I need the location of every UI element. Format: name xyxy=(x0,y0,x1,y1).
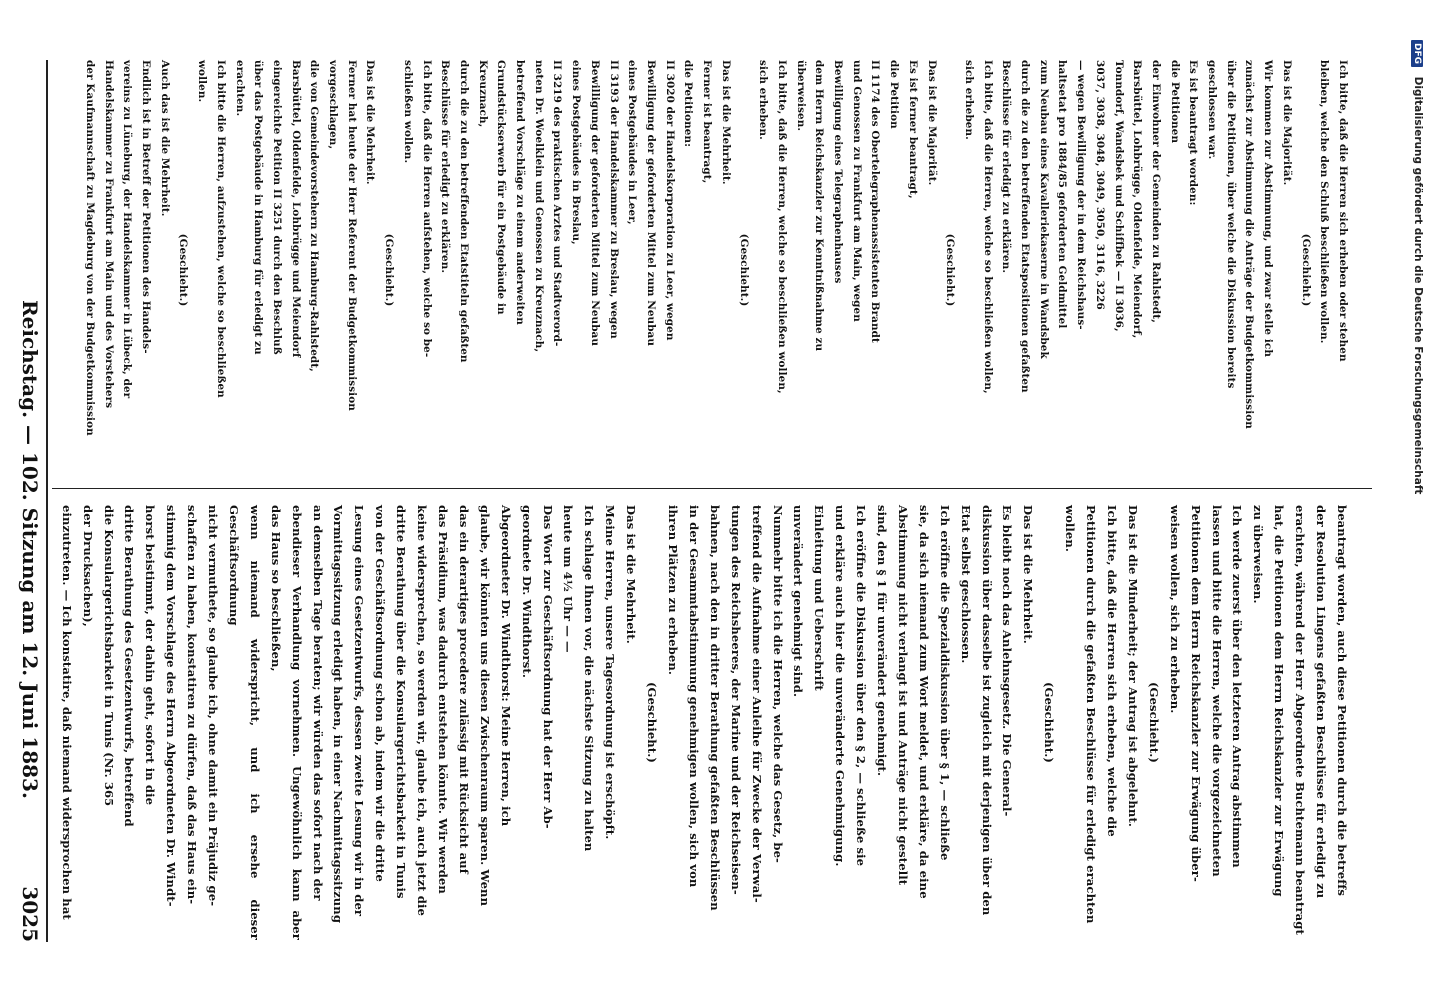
text-line: Das ist die Majorität. xyxy=(925,60,938,186)
text-line: Beschlüsse für erledigt zu erklären. xyxy=(439,60,452,274)
text-line: vorgeschlagen, xyxy=(327,60,340,150)
text-line: Petitionen durch die gefaßten Beschlüsse für erledigt erachten xyxy=(1084,505,1099,924)
text-line: über die Petitionen, über welche die Diskussion bereits xyxy=(1224,60,1237,389)
text-line: lassen und bitte die Herren, welche die vorgezeichneten xyxy=(1209,505,1224,877)
text-line: wenn niemand widerspricht, und ich ersehe dieser Geschäftsordnung xyxy=(226,505,262,940)
text-line: die von Gemeindevorstehern zu Hamburg-Rahlstedt, xyxy=(308,60,321,372)
text-line: nicht vermuthete, so glaube ich, ohne damit ein Präjudiz ge- xyxy=(206,505,221,907)
text-line: (Geschieht.) xyxy=(944,233,957,307)
text-line: durch die zu den betreffenden Etatspositionen gefaßten xyxy=(1019,60,1032,393)
text-line: Das Wort zur Geschäftsordnung hat der Herr Ab- xyxy=(540,505,555,829)
text-line: von der Geschäftsordnung schon ab, indem wir die dritte xyxy=(373,505,388,882)
text-line: Ich bitte, daß die Herren, welche so beschließen wollen, xyxy=(775,60,788,394)
text-line: Ferner hat heute der Herr Referent der Budgetkommission xyxy=(345,60,358,411)
text-line: durch die zu den betreffenden Etatstiteln gefaßten xyxy=(457,60,470,363)
text-line: an demselben Tage beraten; wir würden das sofort nach der xyxy=(310,505,325,901)
text-line: Meine Herren, unsere Tagesordnung ist erschöpft. xyxy=(603,505,618,840)
text-line: Das ist die Mehrheit. xyxy=(364,60,377,185)
text-line: Das ist die Minderheit; der Antrag ist abgelehnt. xyxy=(1125,505,1140,828)
text-line: Es bleibt noch das Anlehnsgesetz. Die General- xyxy=(1000,505,1015,817)
page-number: 3025 xyxy=(18,886,42,942)
text-line: sich erheben. xyxy=(757,60,770,140)
text-line: Ich eröffne die Diskussion über den § 2, — schließe sie xyxy=(854,505,869,867)
page-header xyxy=(14,60,44,942)
text-line: schaffen zu haben, konstatiren zu dürfen, daß das Haus ein- xyxy=(185,505,200,905)
text-line: haltsetat pro 1884/85 geforderten Geldmittel xyxy=(1056,60,1069,329)
text-line: tungen des Reichsheeres, der Marine und der Reichseisen- xyxy=(728,505,743,895)
text-line: (Geschieht.) xyxy=(1299,233,1312,307)
text-line: Einleitung und Ueberschrift xyxy=(812,505,827,691)
text-line: sie, da sich niemand zum Wort meldet, und erkläre, da eine xyxy=(916,505,931,899)
text-line: horst beistimmt, der dahin geht, sofort in die xyxy=(143,505,158,806)
text-line: heute um 4½ Uhr — — xyxy=(561,505,576,653)
text-line: stimmig dem Vorschlage des Herrn Abgeordneten Dr. Windt- xyxy=(164,505,179,907)
text-line: dritte Berathung des Gesetzentwurfs, betreffend xyxy=(122,505,137,827)
text-line: Ich schlage Ihnen vor, die nächste Sitzung zu halten xyxy=(582,505,597,852)
text-line: Grundstückserwerb für ein Postgebäude in xyxy=(495,60,508,315)
header-title: Reichstag. — 102. Sitzung am 12. Juni 1883. xyxy=(18,300,42,799)
text-line: Beschlüsse für erledigt zu erklären. xyxy=(1000,60,1013,274)
text-line: II 3020 der Handelskorporation zu Leer, wegen xyxy=(663,60,676,341)
text-line: und Genossen zu Frankfurt am Main, wegen xyxy=(850,60,863,322)
text-line: Ich bitte, daß die Herren aufstehen, welche so be- xyxy=(420,60,433,358)
text-line: wollen. xyxy=(196,60,209,103)
text-line: Wir kommen zur Abstimmung, und zwar stelle ich xyxy=(1262,60,1275,357)
text-line: eines Postgebäudes in Breslau, xyxy=(570,60,583,245)
text-line: erachten. xyxy=(233,60,246,117)
text-line: Abstimmung nicht verlangt ist und Anträge nicht gestellt xyxy=(895,505,910,886)
text-line: Das ist die Majorität. xyxy=(1280,60,1293,186)
text-line: beantragt worden, auch diese Petitionen durch die betreffs xyxy=(1335,505,1349,897)
text-line: der Drucksachen), xyxy=(80,505,95,627)
text-line: vereins zu Lüneburg, der Handelskammer in Lübeck, der xyxy=(121,60,134,399)
text-line: (Geschieht.) xyxy=(383,233,396,307)
text-line: erachten, während der Herr Abgeordnete Buchtemann beantragt xyxy=(1293,505,1308,935)
text-line: 3037, 3038, 3048, 3049, 3050, 3116, 3226 xyxy=(1093,60,1106,310)
text-line: (Geschieht.) xyxy=(738,233,751,307)
text-line: Auch das ist die Mehrheit. xyxy=(158,60,171,217)
text-line: einzutreten. — Ich konstatire, daß niemand widersprochen hat xyxy=(59,505,74,920)
text-line: Handelskammer zu Frankfurt am Main und des Vorstehers xyxy=(102,60,115,409)
text-line: und erkläre auch hier die unveränderte Genehmigung. xyxy=(833,505,848,867)
text-line: Kreuznach, xyxy=(476,60,489,128)
text-line: Ich bitte die Herren, aufzustehen, welche so beschließen xyxy=(214,60,227,398)
text-line: das ein derartiges procedere zulässig mit Rücksicht auf xyxy=(456,505,471,874)
text-line: das Präsidium, was dadurch entstehen könnte. Wir werden xyxy=(436,505,451,894)
text-line: Ich bitte, daß die Herren, welche so beschließen wollen, xyxy=(981,60,994,394)
text-line: Das ist die Mehrheit. xyxy=(1021,505,1036,644)
text-line: die Petition xyxy=(888,60,901,129)
text-line: die Konsulargerichtsbarkeit in Tunis (Nr. 365 xyxy=(101,505,116,807)
left-column xyxy=(52,60,1352,480)
text-line: (Geschieht.) xyxy=(1042,681,1057,764)
text-line: Barsbüttel, Oldenfelde, Lohbrügge und Meiendorf xyxy=(289,60,302,358)
text-line: II 3193 der Handelskammer zu Breslau, wegen xyxy=(607,60,620,339)
text-line: dem Herrn Reichskanzler zur Kenntnißnahme zu xyxy=(813,60,826,352)
text-line: — wegen Bewilligung der in dem Reichshaus- xyxy=(1075,60,1088,330)
text-line: (Geschieht.) xyxy=(1146,681,1161,764)
text-line: Bewilligung der geforderten Mittel zum Neubau xyxy=(644,60,657,347)
text-line: hat, die Petitionen dem Herrn Reichskanzler zur Erwägung xyxy=(1272,505,1287,897)
text-line: ebendieser Verhandlung vornehmen. Ungewöhnlich kann aber das Haus so beschließen, xyxy=(268,505,304,940)
text-line: treffend die Aufnahme einer Anleihe für Zwecke der Verwal- xyxy=(749,505,764,903)
text-line: Ich eröffne die Spezialdiskussion über § 1, — schließe xyxy=(937,505,952,861)
text-line: Es ist ferner beantragt, xyxy=(906,60,919,199)
text-line: zunächst zur Abstimmung die Anträge der Budgetkommission xyxy=(1243,60,1256,429)
text-line: bleiben, welche den Schluß beschließen wollen. xyxy=(1318,60,1331,344)
text-line: der Einwohner der Gemeinden zu Rahlstedt, xyxy=(1149,60,1162,323)
text-line: (Geschieht.) xyxy=(645,681,660,764)
text-line: Es ist beantragt worden: xyxy=(1187,60,1200,206)
dfg-logo: DFG xyxy=(1411,40,1423,67)
text-line: der Kaufmannschaft zu Magdeburg von der Budgetkommission xyxy=(83,60,96,436)
text-line: überweisen. xyxy=(794,60,807,132)
text-line: Endlich ist in Betreff der Petitionen des Handels- xyxy=(140,60,152,354)
text-line: Ich werde zuerst über den letzteren Antrag abstimmen xyxy=(1230,505,1245,868)
text-line: keine widersprechen, so werden wir, glaube ich, auch jetzt die xyxy=(415,505,430,916)
text-line: Abgeordneter Dr. Windthorst: Meine Herren, ich xyxy=(498,505,513,827)
text-line: Lesung eines Gesetzentwurfs, dessen zweite Lesung wir in der xyxy=(352,505,367,917)
text-line: der Resolution Lingens gefaßten Beschlüsse für erledigt zu xyxy=(1314,505,1329,899)
text-line: Ich bitte, daß die Herren sich erheben oder stehen xyxy=(1337,60,1349,362)
text-line: bahnen, nach den in dritter Berathung gefaßten Beschlüssen xyxy=(707,505,722,911)
text-line: unverändert genehmigt sind. xyxy=(791,505,806,698)
text-line: zum Neubau eines Kavalleriekaserne in Wandsbek xyxy=(1037,60,1050,359)
header-rule xyxy=(46,60,48,942)
text-line: Ferner ist beantragt, xyxy=(701,60,714,184)
digitization-footer xyxy=(1404,40,1424,980)
text-line: weisen wollen, sich zu erheben. xyxy=(1167,505,1182,714)
text-line: sind, den § 1 für unverändert genehmigt. xyxy=(875,505,890,777)
right-column xyxy=(52,505,1352,940)
text-line: Das ist die Mehrheit. xyxy=(719,60,732,185)
text-line: neten Dr. Woelklein und Genossen zu Kreuznach, xyxy=(532,60,545,353)
text-line: Das ist die Mehrheit. xyxy=(624,505,639,644)
text-line: Nummehr bitte ich die Herren, welche das Gesetz, be- xyxy=(770,505,785,863)
text-line: geschlossen war. xyxy=(1206,60,1219,160)
footer-text: Digitalisierung gefördert durch die Deutsche Forschungsgemeinschaft xyxy=(1412,76,1424,495)
text-line: eines Postgebäudes in Leer, xyxy=(626,60,639,225)
text-line: sich erheben. xyxy=(962,60,975,140)
text-line: Bewilligung der geforderten Mittel zum Neubau xyxy=(588,60,601,347)
text-line: dritte Berathung über die Konsulargerichtsbarkeit in Tunis xyxy=(394,505,409,899)
text-line: ihren Plätzen zu erheben. xyxy=(666,505,680,675)
text-line: die Petitionen xyxy=(1168,60,1181,144)
text-line: Petitionen dem Herrn Reichskanzler zur Erwägung über- xyxy=(1188,505,1203,882)
column-divider xyxy=(52,488,1372,489)
text-line: wollen. xyxy=(1063,505,1078,553)
text-line: II 1174 des Obertelegraphenassistenten Brandt xyxy=(869,60,882,343)
text-line: Etat selbst geschlossen. xyxy=(958,505,973,664)
text-line: glaube, wir könnten uns diesen Zwischenraum sparen. Wenn xyxy=(477,505,492,907)
text-line: Ich bitte, daß die Herren sich erheben, welche die xyxy=(1105,505,1120,837)
text-line: schließen wollen. xyxy=(401,60,414,164)
text-line: II 3219 des praktischen Arztes und Stadtverord- xyxy=(551,60,564,347)
text-line: in der Gesammtabstimmung genehmigen wollen, sich von xyxy=(686,505,701,888)
text-line: betreffend Vorschläge zu einem anderweiten xyxy=(514,60,527,325)
text-line: geordnete Dr. Windthorst. xyxy=(519,505,534,678)
text-line: Bewilligung eines Telegraphenhauses xyxy=(832,60,845,284)
text-line: diskussion über dasselbe ist zugleich mit derjenigen über den xyxy=(979,505,994,916)
text-line: Tonndorf, Wandsbek und Schiffbek — II 3036, xyxy=(1112,60,1125,332)
text-line: die Petitionen: xyxy=(682,60,695,148)
text-line: eingereichte Petition II 3251 durch den Beschluß xyxy=(270,60,283,355)
text-line: über das Postgebäude in Hamburg für erledigt zu xyxy=(252,60,265,355)
text-line: Vormittagssitzung erledigt haben, in einer Nachmittagssitzung xyxy=(331,505,346,924)
text-line: zu überweisen. xyxy=(1251,505,1266,604)
text-line: Barsbüttel, Lohbrügge, Oldenfelde, Meiendorf, xyxy=(1131,60,1144,339)
text-line: (Geschieht.) xyxy=(177,233,190,307)
